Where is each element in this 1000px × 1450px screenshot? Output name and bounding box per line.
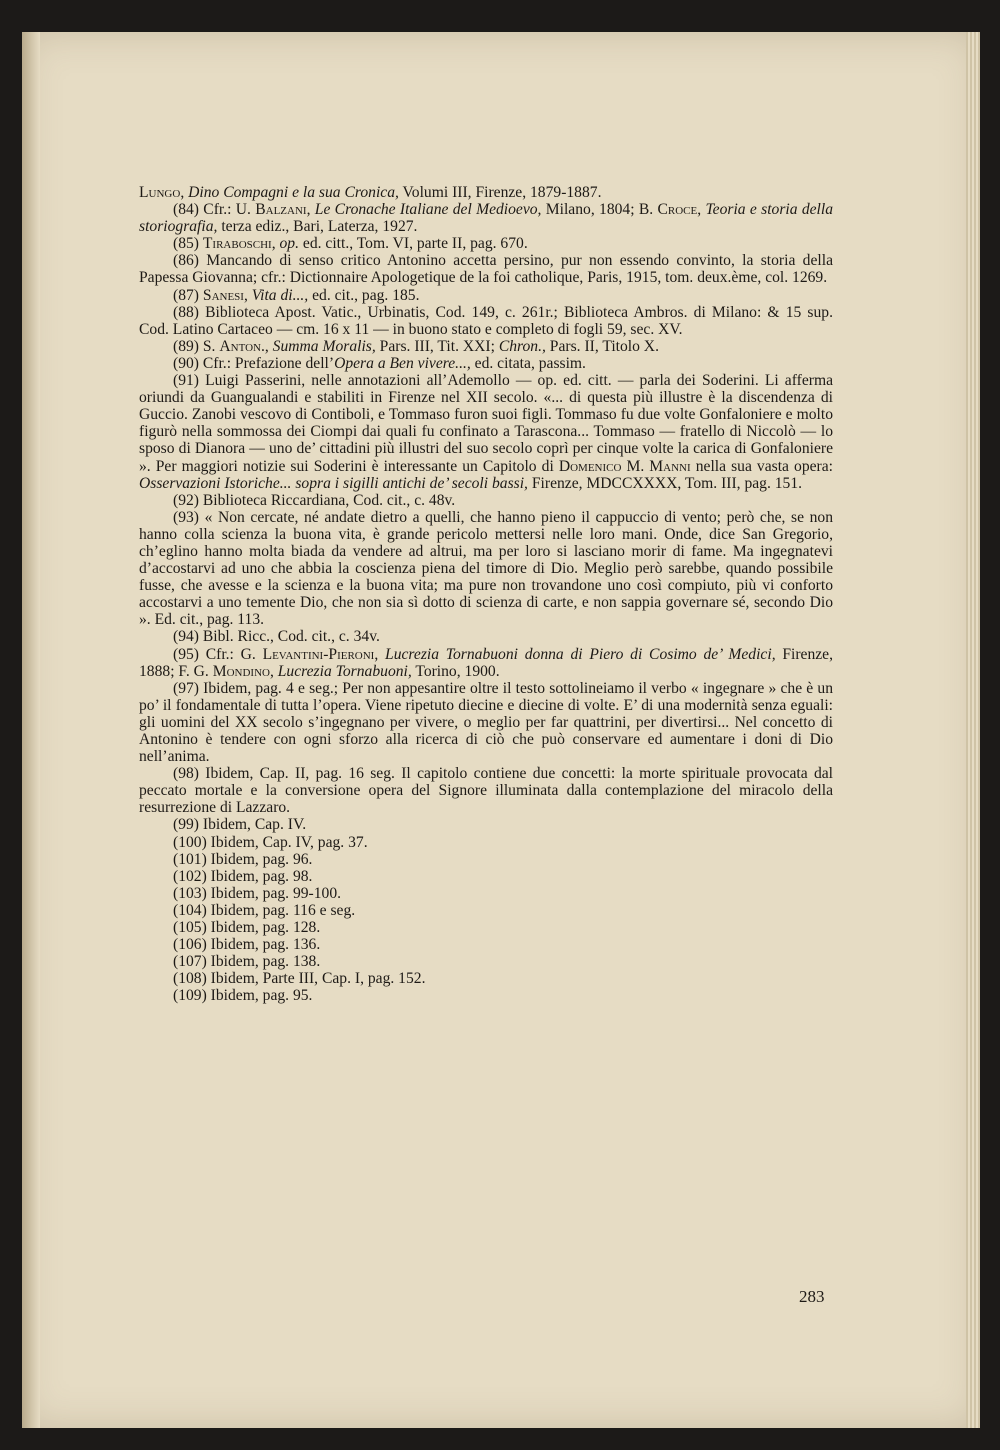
note-text: ,	[180, 184, 189, 201]
note-text: terza ediz., Bari, Laterza, 1927.	[217, 218, 418, 236]
italic-title: Osservazioni Istoriche... sopra i sigilli antichi de’ secoli bassi,	[139, 474, 528, 492]
note-text: ed. cit., pag. 185.	[308, 286, 420, 304]
italic-title: op.	[279, 235, 299, 253]
footnote-n103	[139, 885, 833, 902]
footnote-n94	[139, 628, 833, 645]
italic-title: Dino Compagni e la sua Cronica,	[188, 184, 399, 201]
note-text: (101) Ibidem, pag. 96.	[173, 850, 313, 868]
author-name: Sanesi	[202, 286, 244, 304]
author-name: Manni	[649, 457, 691, 475]
note-text: Firenze, 1888; F. G.	[139, 645, 834, 680]
note-text: (105) Ibidem, pag. 128.	[173, 919, 321, 937]
note-text: Pars. III, Tit. XXI;	[375, 337, 499, 355]
note-text: ,	[697, 201, 706, 219]
author-name: Croce	[657, 201, 698, 219]
italic-title: Le Cronache Italiane del Medioevo,	[314, 201, 542, 219]
footnote-n91	[139, 372, 833, 492]
note-text: (108) Ibidem, Parte III, Cap. I, pag. 152.	[173, 970, 426, 988]
note-text: (91) Luigi Passerini, nelle annotazioni all’Ademollo — op. ed. citt. — parla dei Soderini. Li afferma oriundi da Guangualandi e stabiliti in Firenze nel XII secolo. «... di questa più illustre è la discendenza di Guccio. Zanobi vescovo di Contiboli, e Tommaso furon suoi figli. Tommaso fu due volte Gonfaloniere e molto figurò nella sommossa dei Ciompi dai quali fu confinato a Tarascona... Tommaso — fratello di Niccolò — lo sposo di Dianora — uno de’ cittadini più illustri del suo secolo coprì per cinque volte la carica di Gonfaloniere ». Per maggiori notizie sui Soderini è interessante un Capitolo di	[139, 372, 833, 475]
footnote-n90	[139, 355, 833, 372]
footnote-n101	[139, 851, 833, 868]
note-text: (93) « Non cercate, né andate dietro a quelli, che hanno pieno il cappuccio di vento; però che, se non hanno colla scienza la buona vita, è grande pericolo mettersi nelle loro mani. Onde, dice San Gregorio, ch’eglino hanno molta biada da vendere ad altrui, ma per loro si lasciano morir di fame. Ma ingegnatevi d’accostarvi ad uno che abbia la coscienza piena del timore di Dio. Meglio però sarebbe, quando possibile fusse, che avesse e la scienza e la buona vita; ma pure non trovandone uno così compiuto, più vi conforto accostarvi a uno temente Dio, che non sia sì dotto di scienza di carte, e non sappia governare sé, secondo Dio ». Ed. cit., pag. 113.	[139, 508, 833, 629]
note-text: ,	[374, 645, 386, 663]
note-text: (107) Ibidem, pag. 138.	[173, 953, 321, 971]
footnote-n105	[139, 919, 833, 936]
note-text: (84) Cfr.: U.	[173, 201, 256, 219]
page-edge	[966, 32, 980, 1428]
note-text: (106) Ibidem, pag. 136.	[173, 936, 321, 954]
footnote-n107	[139, 953, 833, 970]
page-gutter	[22, 32, 40, 1428]
italic-title: Lucrezia Tornabuoni donna di Piero di Cosimo de’ Medici,	[385, 645, 776, 663]
note-text: Pars. II, Titolo X.	[545, 337, 659, 355]
note-text: Milano, 1804; B.	[541, 201, 658, 219]
note-text: (90) Cfr.: Prefazione dell’	[173, 354, 335, 372]
note-text: (85)	[173, 235, 203, 253]
author-name: Domenico	[558, 457, 622, 475]
note-text: Firenze, MDCCXXXX, Tom. III, pag. 151.	[527, 474, 803, 492]
note-text: ,	[269, 662, 278, 680]
author-name: Balzani	[255, 201, 307, 219]
footnote-n95	[139, 646, 833, 680]
note-text: ed. citata, passim.	[470, 354, 586, 372]
footnote-n86	[139, 252, 833, 286]
book-page	[22, 32, 980, 1428]
author-name: Tiraboschi	[202, 235, 272, 253]
footnote-n89	[139, 338, 833, 355]
note-text: (94) Bibl. Ricc., Cod. cit., c. 34v.	[173, 628, 380, 646]
footnote-n104	[139, 902, 833, 919]
footnote-n88	[139, 304, 833, 338]
footnote-n100	[139, 834, 833, 851]
note-text: nella sua vasta opera:	[690, 457, 833, 475]
note-text: (86) Mancando di senso critico Antonino accetta persino, pur non essendo convinto, la storia della Papessa Giovanna; cfr.: Dictionnaire Apologetique de la foi catholique, Paris, 1915, tom. deux.ème, col. 1269.	[139, 252, 833, 287]
italic-title: Lucrezia Tornabuoni,	[277, 662, 412, 680]
note-text: (99) Ibidem, Cap. IV.	[173, 816, 307, 834]
footnote-n109	[139, 987, 833, 1004]
footnote-n99	[139, 816, 833, 833]
note-text: ,	[306, 201, 315, 219]
footnote-n85	[139, 235, 833, 252]
italic-title: Opera a Ben vivere...,	[334, 354, 471, 372]
author-name: Levantini-Pieroni	[262, 645, 375, 663]
footnote-n83	[139, 184, 833, 201]
note-text: (109) Ibidem, pag. 95.	[173, 987, 313, 1005]
note-text: (97) Ibidem, pag. 4 e seg.; Per non appesantire oltre il testo sottolineiamo il verbo « ingegnare » che è un po’ il fondamentale di tutta l’opera. Viene ripetuto diecine e diecine di volte. E’ di una modernità senza eguali: gli uomini del XX secolo s’ingegnano per vivere, o meglio per far quattrini, per divertirsi... Nel concetto di Antonino è tendere con ogni sforzo alla ricerca di ciò che può conservare ed aumentare i doni di Dio nell’anima.	[139, 679, 833, 766]
note-text: ,	[264, 337, 273, 355]
note-text: (98) Ibidem, Cap. II, pag. 16 seg. Il capitolo contiene due concetti: la morte spirituale provocata dal peccato mortale e la conversione opera del Signore illuminata dalla contemplazione del miracolo della resurrezione di Lazzaro.	[139, 765, 833, 817]
note-text: (95) Cfr.: G.	[173, 645, 263, 663]
author-name: Anton.	[219, 337, 265, 355]
note-text: (100) Ibidem, Cap. IV, pag. 37.	[173, 833, 368, 851]
italic-title: Chron.,	[498, 337, 546, 355]
italic-title: Teoria e storia della storiografia,	[139, 201, 834, 236]
footnote-n93	[139, 509, 833, 629]
note-text: ed. citt., Tom. VI, parte II, pag. 670.	[299, 235, 528, 253]
note-text: (102) Ibidem, pag. 98.	[173, 867, 313, 885]
note-text: (88) Biblioteca Apost. Vatic., Urbinatis, Cod. 149, c. 261r.; Biblioteca Ambros. di Milano: & 15 sup. Cod. Latino Cartaceo — cm. 16 x 11 — in buono stato e completo di fogli 59, sec. XV.	[139, 303, 833, 338]
author-name: Mondino	[212, 662, 270, 680]
footnote-n97	[139, 680, 833, 765]
footnote-n106	[139, 936, 833, 953]
footnote-n87	[139, 287, 833, 304]
footnote-n84	[139, 201, 833, 235]
note-text: (87)	[173, 286, 203, 304]
note-text: Volumi III, Firenze, 1879-1887.	[398, 184, 602, 201]
footnote-n108	[139, 970, 833, 987]
note-text: (92) Biblioteca Riccardiana, Cod. cit., c. 48v.	[173, 491, 456, 509]
note-text: ,	[243, 286, 252, 304]
footnote-n102	[139, 868, 833, 885]
note-text: (103) Ibidem, pag. 99-100.	[173, 884, 342, 902]
note-text: ,	[271, 235, 280, 253]
note-text: Torino, 1900.	[411, 662, 500, 680]
note-text: M.	[621, 457, 650, 475]
page-number: 283	[799, 1287, 825, 1306]
author-name: Lungo	[139, 184, 181, 201]
footnote-n98	[139, 765, 833, 816]
italic-title: Vita di...,	[251, 286, 309, 304]
italic-title: Summa Moralis,	[272, 337, 376, 355]
note-text: (104) Ibidem, pag. 116 e seg.	[173, 901, 356, 919]
note-text: (89) S.	[173, 337, 220, 355]
footnote-n92	[139, 492, 833, 509]
footnotes-text	[139, 184, 833, 1005]
